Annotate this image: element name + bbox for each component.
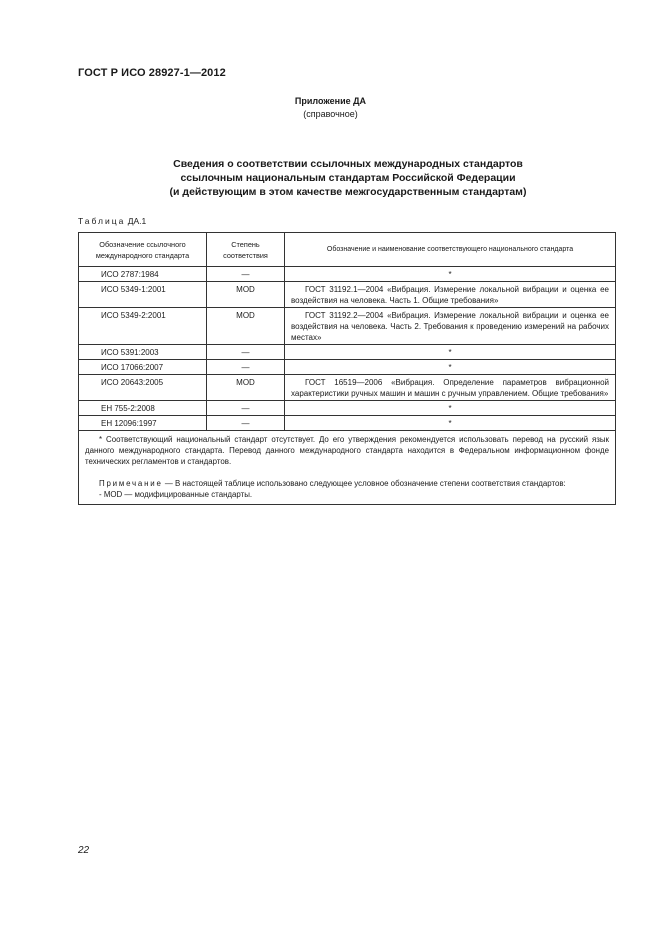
cell-degree: MOD [207, 282, 285, 308]
annex-heading [0, 95, 661, 121]
table-row [79, 416, 616, 431]
table-row [79, 267, 616, 282]
standards-table [78, 232, 616, 505]
table-caption-word: Таблица [78, 216, 126, 226]
cell-national-text: ГОСТ 16519—2006 «Вибрация. Определение параметров вибрационной характеристики ручных машин и машин с ручным управлением. Общие требования» [291, 378, 609, 398]
table-caption [78, 216, 146, 226]
header-national-standard: Обозначение и наименование соответствующего национального стандарта [285, 233, 616, 267]
table-row [79, 375, 616, 401]
cell-degree: MOD [207, 308, 285, 345]
table-caption-number: ДА.1 [127, 216, 147, 226]
cell-standard: ИСО 20643:2005 [79, 375, 207, 401]
cell-standard: ИСО 5349-2:2001 [79, 308, 207, 345]
footnote [85, 434, 609, 467]
cell-degree: — [207, 345, 285, 360]
cell-standard: ИСО 5349-1:2001 [79, 282, 207, 308]
section-title-line: (и действующим в этом качестве межгосударственным стандартам) [169, 186, 527, 198]
cell-national-text: ГОСТ 31192.1—2004 «Вибрация. Измерение локальной вибрации и оценка ее воздействия на человека. Часть 1. Общие требования» [291, 285, 609, 305]
cell-national [285, 375, 616, 401]
note [85, 478, 609, 489]
table-row [79, 282, 616, 308]
header-degree [207, 233, 285, 267]
table-footer-row [79, 431, 616, 505]
cell-standard: ЕН 12096:1997 [79, 416, 207, 431]
header-text: Степень [231, 239, 260, 249]
cell-national-text: ГОСТ 31192.2—2004 «Вибрация. Измерение локальной вибрации и оценка ее воздействия на человека. Часть 2. Требования к проведению измерений на рабочих местах» [291, 311, 609, 342]
table-header-row [79, 233, 616, 267]
note-text: — В настоящей таблице использовано следующее условное обозначение степени соответствия стандартов: [162, 479, 566, 488]
cell-standard: ИСО 5391:2003 [79, 345, 207, 360]
cell-degree: — [207, 360, 285, 375]
cell-standard: ИСО 2787:1984 [79, 267, 207, 282]
cell-degree: — [207, 267, 285, 282]
section-title-line: ссылочным национальным стандартам Российской Федерации [180, 172, 516, 184]
cell-standard: ИСО 17066:2007 [79, 360, 207, 375]
note-label: Примечание [99, 479, 163, 488]
cell-national: * [285, 267, 616, 282]
cell-national: * [285, 416, 616, 431]
cell-national: * [285, 345, 616, 360]
note-item [85, 489, 609, 500]
table-footer [79, 431, 616, 505]
table-row [79, 308, 616, 345]
cell-standard: ЕН 755-2:2008 [79, 401, 207, 416]
table-row [79, 345, 616, 360]
table-row [79, 401, 616, 416]
cell-national: * [285, 360, 616, 375]
header-text: международного стандарта [95, 250, 190, 260]
annex-title: Приложение ДА [294, 96, 367, 106]
annex-subtitle: (справочное) [303, 109, 358, 119]
section-title-line: Сведения о соответствии ссылочных международных стандартов [173, 158, 523, 170]
header-text: соответствия [223, 250, 268, 260]
cell-national [285, 282, 616, 308]
cell-degree: — [207, 416, 285, 431]
document-header: ГОСТ Р ИСО 28927-1—2012 [78, 67, 226, 79]
page-number: 22 [78, 845, 90, 856]
note-item-text: - MOD — модифицированные стандарты. [99, 490, 253, 499]
header-text: Обозначение ссылочного [99, 239, 186, 249]
cell-national: * [285, 401, 616, 416]
section-title [0, 157, 661, 199]
cell-degree: MOD [207, 375, 285, 401]
header-international-standard [79, 233, 207, 267]
cell-national [285, 308, 616, 345]
cell-degree: — [207, 401, 285, 416]
footnote-text: * Соответствующий национальный стандарт отсутствует. До его утверждения рекомендуется использовать перевод на русский язык данного международного стандарта. Перевод данного международного стандарта находится в Федеральном информационном фонде технических регламентов и стандартов. [85, 435, 609, 466]
table-row [79, 360, 616, 375]
